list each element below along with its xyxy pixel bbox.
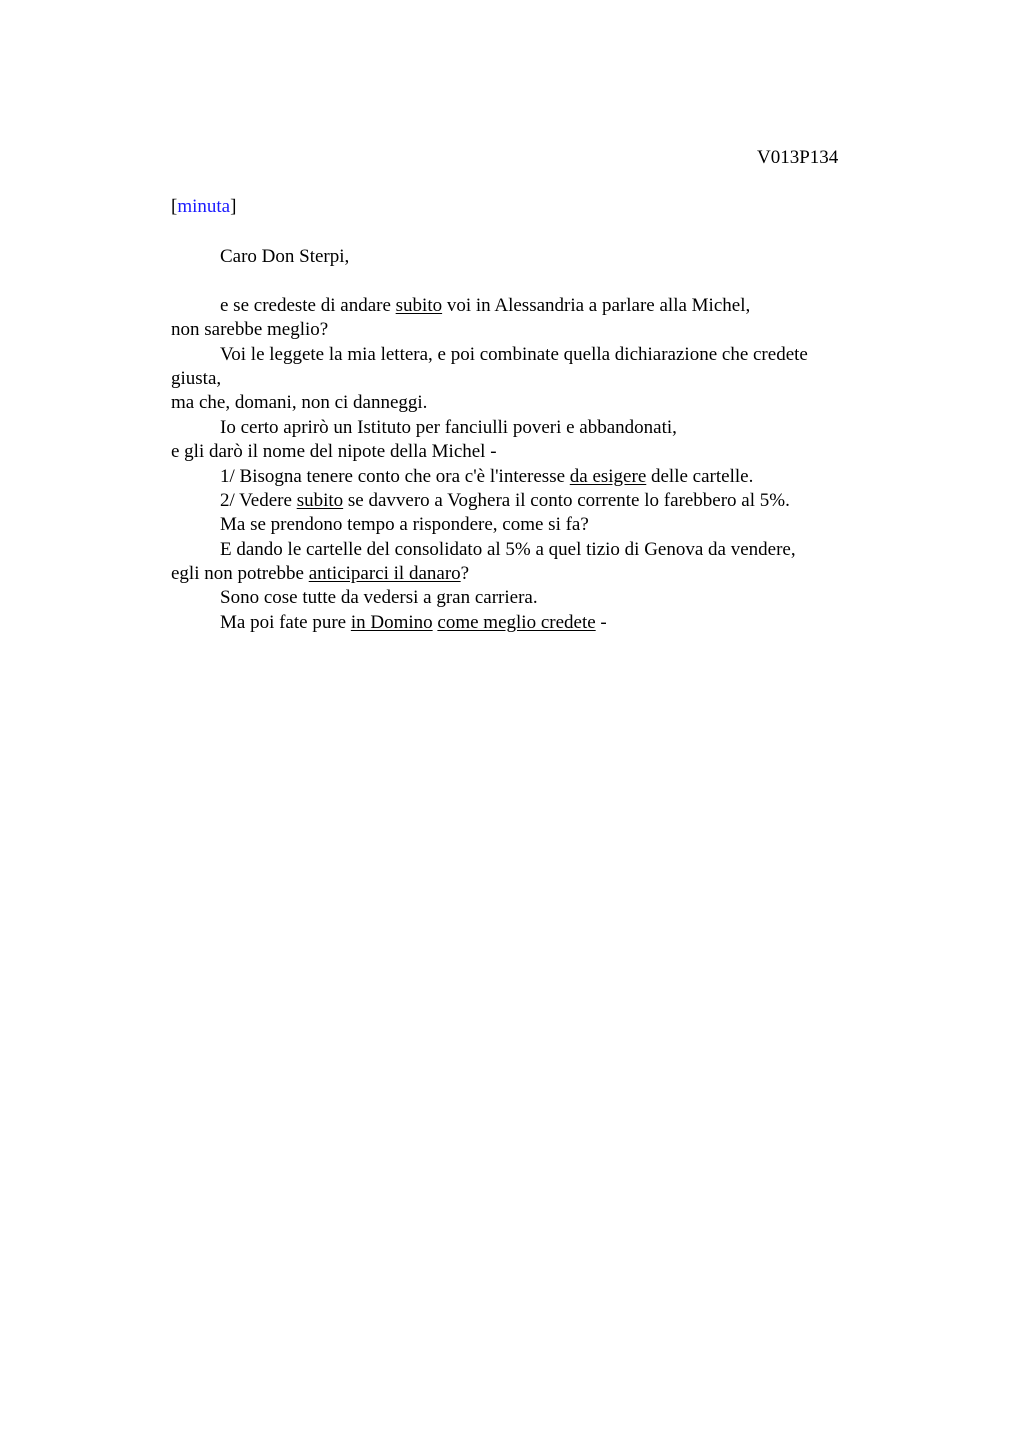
letter-line: giusta, — [171, 367, 222, 389]
underlined-text: subito — [296, 489, 344, 511]
letter-line: E dando le cartelle del consolidato al 5% a quel tizio di Genova da vendere, — [220, 538, 796, 560]
underlined-text: in Domino — [350, 611, 433, 633]
document-reference-code: V013P134 — [757, 147, 839, 168]
underlined-text: anticiparci il danaro — [308, 563, 461, 585]
letter-line — [171, 294, 871, 318]
text-span: voi in Alessandria a parlare alla Michel, — [442, 294, 751, 316]
letter-line — [171, 465, 871, 489]
draft-marker — [171, 196, 236, 218]
bracket-close: ] — [230, 196, 237, 217]
draft-tag: minuta — [177, 196, 231, 217]
text-span: e se credeste di andare — [220, 294, 396, 316]
salutation: Caro Don Sterpi, — [220, 246, 350, 267]
text-span: - — [595, 611, 607, 633]
letter-line: Ma se prendono tempo a rispondere, come si fa? — [220, 514, 589, 536]
underlined-text: subito — [395, 294, 443, 316]
letter-line — [171, 489, 871, 513]
text-span: Ma poi fate pure — [220, 611, 351, 633]
underlined-text: come meglio credete — [437, 611, 596, 633]
letter-line: non sarebbe meglio? — [171, 319, 329, 341]
text-span: egli non potrebbe — [171, 563, 309, 585]
letter-line: Io certo aprirò un Istituto per fanciulli poveri e abbandonati, — [220, 416, 677, 438]
text-span: se davvero a Voghera il conto corrente lo farebbero al 5%. — [343, 489, 790, 511]
text-span: 1/ Bisogna tenere conto che ora c'è l'interesse — [220, 465, 570, 487]
letter-line: Sono cose tutte da vedersi a gran carriera. — [220, 587, 538, 609]
text-span: 2/ Vedere — [220, 489, 297, 511]
letter-line: ma che, domani, non ci danneggi. — [171, 392, 428, 414]
underlined-text: da esigere — [569, 465, 647, 487]
letter-line: e gli darò il nome del nipote della Michel - — [171, 441, 497, 463]
bracket-open: [ — [171, 196, 178, 217]
letter-line: Voi le leggete la mia lettera, e poi combinate quella dichiarazione che credete — [220, 343, 808, 365]
letter-line — [171, 562, 871, 586]
text-span: delle cartelle. — [646, 465, 754, 487]
text-span: ? — [460, 563, 470, 585]
letter-line — [171, 611, 871, 635]
paragraph-gap — [171, 269, 871, 293]
letter-body — [171, 245, 871, 635]
